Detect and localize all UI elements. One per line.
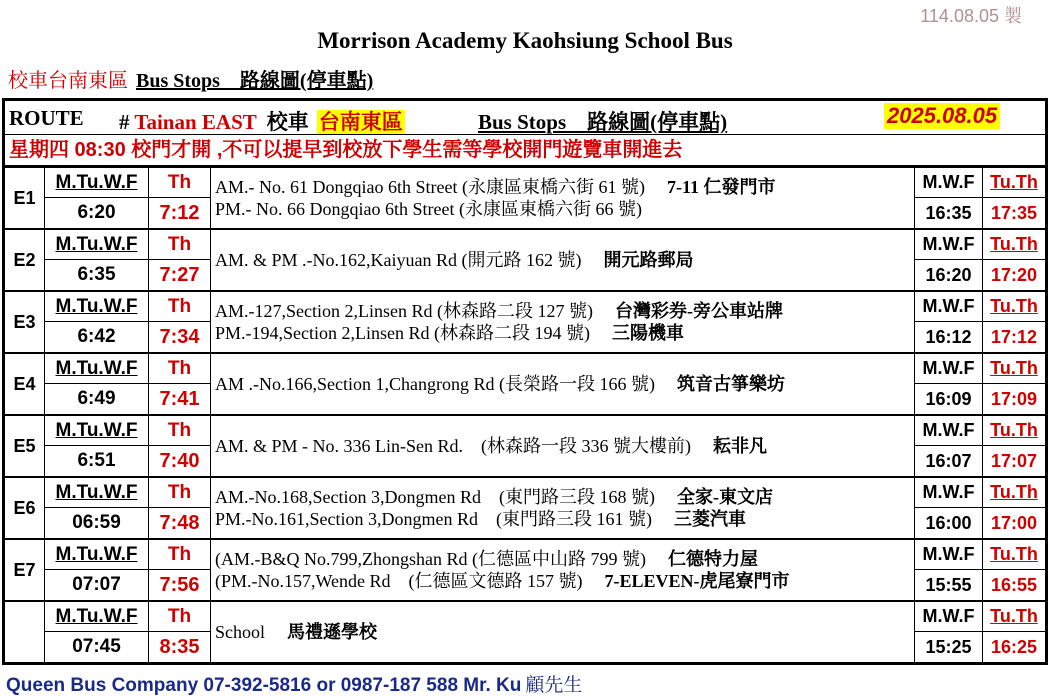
landmark: 7-ELEVEN-虎尾寮門市 (604, 571, 790, 591)
stop-address (211, 354, 915, 414)
landmark: 筑音古箏樂坊 (676, 374, 785, 394)
stop-address (211, 292, 915, 352)
pm-mwf-label: M.W.F (915, 292, 983, 322)
landmark: 台灣彩券-旁公車站牌 (614, 301, 783, 321)
pm-tuth-time: 17:07 (990, 450, 1038, 471)
address-line (215, 373, 914, 395)
am-mtwf-label: M.Tu.W.F (45, 230, 149, 260)
pm-mwf-time: 15:25 (915, 632, 983, 662)
landmark: 開元路郵局 (603, 250, 694, 270)
pm-tuth-label: Tu.Th (983, 168, 1045, 198)
address-text: AM.-No.168,Section 3,Dongmen Rd (東門路三段 168 號) (215, 487, 655, 507)
route-row (5, 292, 1045, 354)
pm-mwf-time: 16:20 (915, 260, 983, 290)
pm-mwf-label: M.W.F (915, 230, 983, 260)
address-text: (PM.-No.157,Wende Rd (仁德區文德路 157 號) (215, 571, 583, 591)
address-line (215, 435, 914, 457)
landmark: 仁德特力屋 (667, 549, 758, 569)
pm-mwf-label: M.W.F (915, 168, 983, 198)
route-row (5, 540, 1045, 602)
address-line (215, 198, 914, 220)
pm-mwf-time: 16:00 (915, 508, 983, 538)
landmark: 馬禮遜學校 (287, 622, 378, 642)
am-th-time: 7:56 (149, 570, 211, 600)
pm-mwf-label: M.W.F (915, 416, 983, 446)
address-line (215, 570, 914, 592)
address-line (215, 300, 914, 322)
am-th-label: Th (149, 354, 211, 384)
am-mtwf-time: 6:42 (45, 322, 149, 352)
pm-tuth-time: 17:35 (990, 202, 1038, 223)
address-text: School (215, 622, 266, 642)
pm-mwf-time: 16:35 (915, 198, 983, 228)
route-code: E4 (5, 354, 45, 414)
address-line (215, 621, 914, 643)
stop-address (211, 230, 915, 290)
am-th-label: Th (149, 602, 211, 632)
am-th-time: 7:34 (149, 322, 211, 352)
route-code: E6 (5, 478, 45, 538)
page-title: Morrison Academy Kaohsiung School Bus (317, 28, 733, 53)
hash-sign: # (119, 110, 130, 134)
stop-address (211, 540, 915, 600)
pm-tuth-label: Tu.Th (983, 230, 1045, 260)
route-code: E2 (5, 230, 45, 290)
bus-cn: 校車 (266, 110, 309, 134)
am-mtwf-label: M.Tu.W.F (45, 478, 149, 508)
pm-mwf-label: M.W.F (915, 478, 983, 508)
route-row (5, 354, 1045, 416)
address-text: AM. & PM .-No.162,Kaiyuan Rd (開元路 162 號) (215, 250, 582, 270)
table-header (5, 101, 1045, 135)
stop-address (211, 602, 915, 662)
route-row (5, 230, 1045, 292)
am-th-time: 7:27 (149, 260, 211, 290)
landmark: 全家-東文店 (676, 487, 773, 507)
am-mtwf-time: 6:35 (45, 260, 149, 290)
am-mtwf-label: M.Tu.W.F (45, 540, 149, 570)
landmark: 耘非凡 (713, 436, 767, 456)
pm-tuth-time: 17:12 (990, 326, 1038, 347)
subtitle-area: 校車台南東區 (8, 70, 128, 92)
subtitle-stops: Bus Stops 路線圖(停車點) (136, 70, 374, 92)
address-text: AM.- No. 61 Dongqiao 6th Street (永康區東橋六街 61 號) (215, 177, 645, 197)
stop-address (211, 416, 915, 476)
pm-mwf-time: 16:07 (915, 446, 983, 476)
address-line (215, 322, 914, 344)
route-code: E5 (5, 416, 45, 476)
pm-mwf-label: M.W.F (915, 354, 983, 384)
route-code (5, 602, 45, 662)
pm-tuth-label: Tu.Th (983, 602, 1045, 632)
am-th-time: 7:41 (149, 384, 211, 414)
pm-mwf-time: 16:09 (915, 384, 983, 414)
address-line (215, 548, 914, 570)
am-th-label: Th (149, 478, 211, 508)
area-en: Tainan EAST (134, 110, 257, 134)
route-rows (5, 168, 1045, 662)
schedule-date: 2025.08.05 (884, 103, 1000, 129)
schedule-table (2, 98, 1048, 665)
address-text: AM .-No.166,Section 1,Changrong Rd (長榮路一段 166 號) (215, 374, 655, 394)
am-th-time: 7:12 (149, 198, 211, 228)
pm-tuth-label: Tu.Th (983, 416, 1045, 446)
route-name (119, 106, 405, 136)
route-row (5, 602, 1045, 662)
route-row (5, 478, 1045, 540)
pm-tuth-label: Tu.Th (983, 354, 1045, 384)
made-date-label: 114.08.05 製 (920, 6, 1022, 26)
am-th-time: 7:40 (149, 446, 211, 476)
am-mtwf-time: 07:07 (45, 570, 149, 600)
route-code: E1 (5, 168, 45, 228)
pm-tuth-label: Tu.Th (983, 478, 1045, 508)
stops-label: Bus Stops 路線圖(停車點) (478, 110, 728, 134)
am-mtwf-label: M.Tu.W.F (45, 354, 149, 384)
am-mtwf-time: 6:20 (45, 198, 149, 228)
am-th-time: 7:48 (149, 508, 211, 538)
contact-en: Queen Bus Company 07-392-5816 or 0987-187 588 Mr. Ku (6, 675, 522, 696)
pm-mwf-label: M.W.F (915, 540, 983, 570)
route-row (5, 168, 1045, 230)
stop-address (211, 478, 915, 538)
address-line (215, 176, 914, 198)
am-mtwf-time: 07:45 (45, 632, 149, 662)
landmark: 三菱汽車 (673, 509, 746, 529)
pm-tuth-time: 17:20 (990, 264, 1038, 285)
am-th-label: Th (149, 230, 211, 260)
pm-tuth-time: 17:00 (990, 512, 1038, 533)
am-mtwf-label: M.Tu.W.F (45, 168, 149, 198)
address-text: AM. & PM - No. 336 Lin-Sen Rd. (林森路一段 336 號大樓前) (215, 436, 691, 456)
bus-company-contact (6, 670, 582, 697)
route-label: ROUTE (9, 106, 84, 130)
address-text: AM.-127,Section 2,Linsen Rd (林森路二段 127 號) (215, 301, 593, 321)
route-row (5, 416, 1045, 478)
address-text: (AM.-B&Q No.799,Zhongshan Rd (仁德區中山路 799 號) (215, 549, 646, 569)
pm-tuth-label: Tu.Th (983, 292, 1045, 322)
pm-tuth-label: Tu.Th (983, 540, 1045, 570)
pm-tuth-time: 17:09 (990, 388, 1038, 409)
am-mtwf-time: 6:51 (45, 446, 149, 476)
contact-cn: 顧先生 (525, 674, 583, 696)
stop-address (211, 168, 915, 228)
am-th-label: Th (149, 168, 211, 198)
address-line (215, 486, 914, 508)
subtitle (8, 64, 373, 93)
pm-mwf-label: M.W.F (915, 602, 983, 632)
am-mtwf-time: 06:59 (45, 508, 149, 538)
route-code: E7 (5, 540, 45, 600)
pm-mwf-time: 16:12 (915, 322, 983, 352)
am-mtwf-label: M.Tu.W.F (45, 292, 149, 322)
am-th-label: Th (149, 540, 211, 570)
am-mtwf-label: M.Tu.W.F (45, 416, 149, 446)
am-th-time: 8:35 (149, 632, 211, 662)
landmark: 7-11 仁發門市 (666, 177, 776, 197)
address-text: PM.- No. 66 Dongqiao 6th Street (永康區東橋六街 66 號) (215, 199, 642, 219)
pm-tuth-time: 16:25 (990, 636, 1038, 657)
address-text: PM.-No.161,Section 3,Dongmen Rd (東門路三段 161 號) (215, 509, 652, 529)
landmark: 三陽機車 (612, 323, 684, 343)
address-line (215, 508, 914, 530)
area-cn: 台南東區 (318, 110, 403, 134)
pm-tuth-time: 16:55 (990, 574, 1038, 595)
route-code: E3 (5, 292, 45, 352)
address-text: PM.-194,Section 2,Linsen Rd (林森路二段 194 號) (215, 323, 590, 343)
address-line (215, 249, 914, 271)
am-th-label: Th (149, 292, 211, 322)
am-mtwf-label: M.Tu.W.F (45, 602, 149, 632)
am-th-label: Th (149, 416, 211, 446)
am-mtwf-time: 6:49 (45, 384, 149, 414)
thursday-notice: 星期四 08:30 校門才開 ,不可以提早到校放下學生需等學校開門遊覽車開進去 (5, 135, 1045, 168)
pm-mwf-time: 15:55 (915, 570, 983, 600)
